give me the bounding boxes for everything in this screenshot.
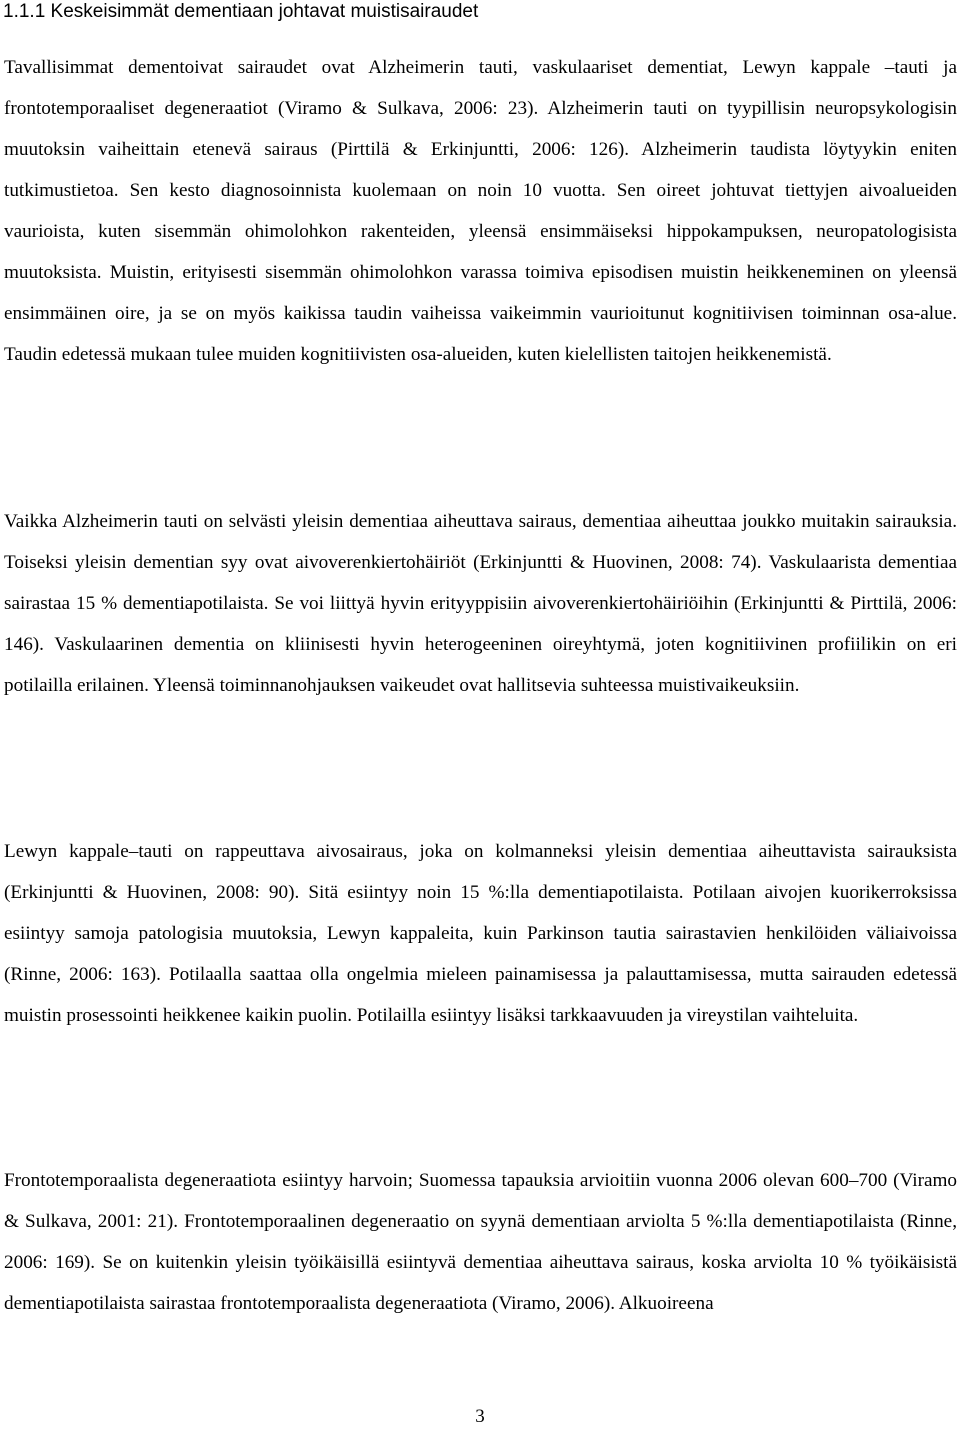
section-heading: 1.1.1 Keskeisimmät dementiaan johtavat muistisairaudet [3,1,479,22]
paragraph-alzheimer: Tavallisimmat dementoivat sairaudet ovat Alzheimerin tauti, vaskulaariset dementiat, Lewyn kappale –tauti ja frontotemporaaliset degeneraatiot (Viramo & Sulkava, 2006: 23). Alzheimerin tauti on tyypillisin neuropsykologisin muutoksin vaiheittain etenevä sairaus (Pirttilä & Erkinjuntti, 2006: 126). Alzheimerin taudista löytyykin eniten tutkimustietoa. Sen kesto diagnosoinnista kuolemaan on noin 10 vuotta. Sen oireet johtuvat tiettyjen aivoalueiden vaurioista, kuten sisemmän ohimolohkon rakenteiden, yleensä ensimmäiseksi hippokampuksen, neuropatologisista muutoksista. Muistin, erityisesti sisemmän ohimolohkon varassa toimiva episodisen muistin heikkeneminen on yleensä ensimmäinen oire, ja se on myös kaikissa taudin vaiheissa vaikeimmin vaurioitunut kognitiivisen toiminnan osa-alue. Taudin edetessä mukaan tulee muiden kognitiivisten osa-alueiden, kuten kielellisten taitojen heikkenemistä. [4,57,957,365]
page-number: 3 [475,1406,485,1427]
paragraph-frontotemporal: Frontotemporaalista degeneraatiota esiintyy harvoin; Suomessa tapauksia arvioitiin vuonna 2006 olevan 600–700 (Viramo & Sulkava, 2001: 21). Frontotemporaalinen degeneraatio on syynä dementiaan arviolta 5 %:lla dementiapotilaista (Rinne, 2006: 169). Se on kuitenkin yleisin työikäisillä esiintyvä dementiaa aiheuttava sairaus, koska arviolta 10 % työikäisistä dementiapotilaista sairastaa frontotemporaalista degeneraatiota (Viramo, 2006). Alkuoireena [4,1170,957,1314]
paragraph-vascular-dementia: Vaikka Alzheimerin tauti on selvästi yleisin dementiaa aiheuttava sairaus, dementiaa aiheuttaa joukko muitakin sairauksia. Toiseksi yleisin dementian syy ovat aivoverenkiertohäiriöt (Erkinjuntti & Huovinen, 2008: 74). Vaskulaarista dementiaa sairastaa 15 % dementiapotilaista. Se voi liittyä hyvin erityyppisiin aivoverenkiertohäiriöihin (Erkinjuntti & Pirttilä, 2006: 146). Vaskulaarinen dementia on kliinisesti hyvin heterogeeninen oireyhtymä, joten kognitiivinen profiilikin on eri potilailla erilainen. Yleensä toiminnanohjauksen vaikeudet ovat hallitsevia suhteessa muistivaikeuksiin. [4,511,957,696]
paragraph-lewy-body: Lewyn kappale–tauti on rappeuttava aivosairaus, joka on kolmanneksi yleisin dementiaa aiheuttavista sairauksista (Erkinjuntti & Huovinen, 2008: 90). Sitä esiintyy noin 15 %:lla dementiapotilaista. Potilaan aivojen kuorikerroksissa esiintyy samoja patologisia muutoksia, Lewyn kappaleita, kuin Parkinson tautia sairastavien henkilöiden väliaivoissa (Rinne, 2006: 163). Potilaalla saattaa olla ongelmia mieleen painamisessa ja palauttamisessa, mutta sairauden edetessä muistin prosessointi heikkenee kaikin puolin. Potilailla esiintyy lisäksi tarkkaavuuden ja vireystilan vaihteluita. [4,841,957,1026]
